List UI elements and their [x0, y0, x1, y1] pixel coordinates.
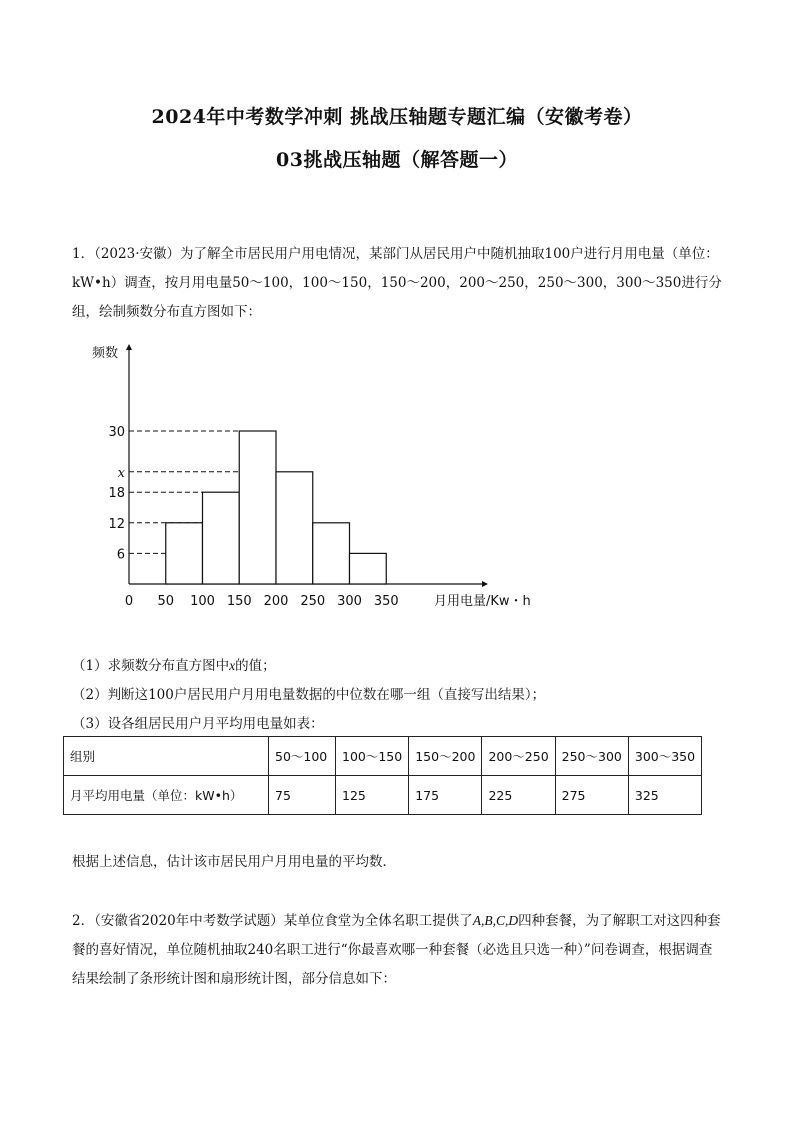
table-cell: 月平均用电量（单位：kW•h）: [64, 776, 269, 815]
problem2-text: 2．（安徽省2020年中考数学试题）某单位食堂为全体名职工提供了A,B,C,D四种套餐，为了解职工对这四种套餐的喜好情况，单位随机抽取240名职工进行“你最喜欢哪一种套餐（必选且只选一种）”问卷调查，根据调查结果绘制了条形统计图和扇形统计图，部分信息如下：: [72, 913, 721, 987]
table-cell: 225: [482, 776, 555, 815]
y-axis-label: 频数: [92, 346, 119, 361]
histogram-chart: [82, 335, 562, 615]
y-tick-label: 18: [108, 486, 125, 502]
table-cell: 325: [628, 776, 701, 815]
histogram-bar: [166, 523, 203, 584]
table-row: [64, 776, 702, 815]
problem1-q1: （1）求频数分布直方图中x的值；: [72, 658, 276, 674]
table-cell: 100～150: [336, 737, 409, 776]
problem1-text: 1．（2023·安徽）为了解全市居民用户用电情况，某部门从居民用户中随机抽取100户进行月用电量（单位：kW•h）调查，按月用电量50～100，100～150，150～200，200～250，250～300，300～350进行分组，绘制频数分布直方图如下：: [72, 246, 722, 320]
histogram-bar: [350, 553, 387, 584]
x-axis-arrow: [482, 581, 488, 587]
y-axis-arrow: [126, 344, 132, 350]
table-cell: 150～200: [409, 737, 482, 776]
table-cell: 250～300: [555, 737, 628, 776]
y-tick-label: 30: [108, 425, 125, 440]
page-title: 2024年中考数学冲刺 挑战压轴题专题汇编（安徽考卷）: [151, 106, 643, 128]
usage-table: [63, 736, 702, 815]
x-tick-label: 100: [190, 594, 215, 609]
y-tick-label: x: [117, 465, 125, 481]
problem1-final-question: 根据上述信息，估计该市居民用户月用电量的平均数．: [72, 854, 396, 870]
y-tick-label: 12: [108, 516, 125, 532]
x-tick-label: 200: [263, 594, 289, 609]
problem1-q2: （2）判断这100户居民用户月用电量数据的中位数在哪一组（直接写出结果）；: [72, 687, 546, 703]
table-cell: 275: [555, 776, 628, 815]
x-tick-label: 300: [337, 594, 362, 609]
problem1-q3: （3）设各组居民用户月平均用电量如表：: [72, 716, 324, 732]
x-tick-label: 350: [373, 594, 399, 609]
x-tick-label: 150: [226, 594, 252, 609]
table-cell: 175: [409, 776, 482, 815]
histogram-bar: [239, 431, 276, 584]
histogram-bar: [313, 523, 350, 584]
table-cell: 50～100: [269, 737, 336, 776]
x-axis-label: 月用电量/Kw・h: [434, 594, 531, 609]
x-tick-label: 0: [124, 594, 134, 609]
histogram-bar: [203, 492, 240, 584]
histogram-bar: [276, 472, 313, 584]
x-tick-label: 250: [300, 594, 326, 609]
page-subtitle: 03挑战压轴题（解答题一）: [276, 149, 518, 171]
table-cell: 125: [336, 776, 409, 815]
y-tick-label: 6: [116, 547, 125, 563]
table-row: [64, 737, 702, 776]
table-cell: 300～350: [628, 737, 701, 776]
table-cell: 200～250: [482, 737, 555, 776]
table-cell: 组别: [64, 737, 269, 776]
table-cell: 75: [269, 776, 336, 815]
x-tick-label: 50: [157, 594, 175, 609]
